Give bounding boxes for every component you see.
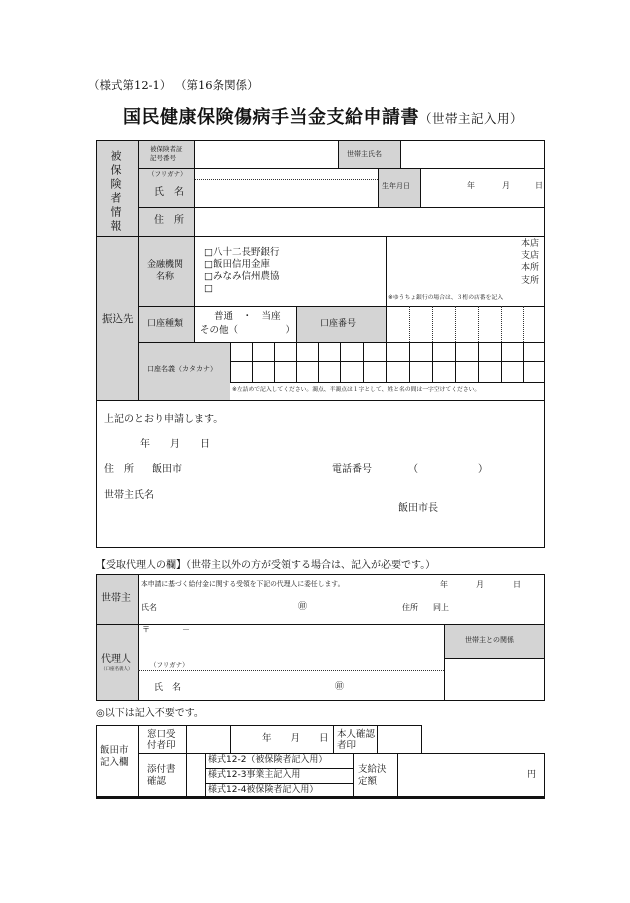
page-title-sub: （世帯主記入用） <box>419 111 524 126</box>
attachment-form-12-4[interactable]: 様式12-4被保険者記入用） <box>208 785 319 795</box>
identity-checker-label: 本人確認者印 <box>337 729 376 751</box>
furigana-field[interactable] <box>195 169 377 179</box>
birth-month-label: 月 <box>502 181 510 190</box>
phone-field[interactable]: （ ） <box>408 464 488 475</box>
cert-number-label <box>150 145 190 163</box>
proxy-address-label: 住所 <box>402 603 418 612</box>
institution-label <box>147 259 183 283</box>
householder-name-field[interactable] <box>401 141 544 167</box>
delegation-month: 月 <box>476 580 484 589</box>
grid-line <box>230 725 231 753</box>
mayor-label: 飯田市長 <box>398 503 438 514</box>
proxy-address-same: 同上 <box>433 603 449 612</box>
attachment-form-12-2[interactable]: 様式12-2（被保険者記入用） <box>208 755 328 765</box>
insured-section-label: 被保険者情報 <box>109 150 122 234</box>
account-name-label: 口座名義（カタカナ） <box>147 365 217 373</box>
bank-option-1[interactable]: □八十二長野銀行 <box>204 247 280 258</box>
birth-year-label: 年 <box>467 181 475 190</box>
declaration-address-label: 住 所 <box>104 464 134 475</box>
grid-line <box>138 140 139 400</box>
proxy-householder-name-label: 氏名 <box>141 603 157 612</box>
grid-line <box>378 168 379 207</box>
agent-name-label: 氏 名 <box>154 683 182 693</box>
delegation-text: 本申請に基づく給付金に関する受領を下記の代理人に委任します。 <box>141 580 345 588</box>
furigana-dotted-line <box>138 670 444 671</box>
institution-label-line2: 名称 <box>156 272 175 282</box>
bank-option-3[interactable]: □みなみ信州農協 <box>204 271 280 282</box>
office-date[interactable]: 年 月 日 <box>262 733 329 744</box>
identity-seal-field[interactable] <box>378 726 420 752</box>
declaration-statement: 上記のとおり申請します。 <box>104 414 224 425</box>
seal-icon: ㊞ <box>298 602 308 612</box>
yucho-note: ※ゆうちょ銀行の場合は、３桁の店番を記入 <box>388 295 503 301</box>
institution-label-line1: 金融機関 <box>147 260 184 270</box>
branch-option-1: 本店 <box>521 239 540 249</box>
page-title-main: 国民健康保険傷病手当金支給申請書 <box>123 107 419 128</box>
grid-line <box>421 725 422 753</box>
agent-label: 代理人 <box>101 654 131 665</box>
account-number-label: 口座番号 <box>320 319 357 329</box>
insured-address-field[interactable] <box>195 208 544 235</box>
declaration-date[interactable]: 年 月 日 <box>140 439 210 450</box>
account-number-field[interactable] <box>387 307 544 341</box>
relation-label: 世帯主との関係 <box>465 636 514 644</box>
householder-signature-label: 世帯主氏名 <box>104 490 154 501</box>
postal-code-mark: 〒 － <box>142 625 190 634</box>
branch-option-3: 本所 <box>521 263 540 273</box>
office-use-heading: ◎以下は記入不要です。 <box>96 708 204 719</box>
payment-amount-field[interactable] <box>398 754 543 796</box>
branch-option-4: 支所 <box>521 276 540 286</box>
account-type-other[interactable]: その他（ ） <box>200 325 296 336</box>
bank-option-other[interactable]: □ <box>204 283 213 294</box>
window-receiver-label: 窓口受付者印 <box>147 729 176 751</box>
furigana-label: （フリガナ） <box>148 170 187 178</box>
agent-name-field[interactable] <box>180 676 330 698</box>
grid-line <box>96 400 545 401</box>
city-use-label: 飯田市記入欄 <box>100 745 129 768</box>
attachment-check-label: 添付書確認 <box>147 764 176 787</box>
payment-amount-label: 支給決定額 <box>358 764 387 787</box>
account-name-note: ※左詰めで記入してください。濁点、半濁点は１字として、姓と名の間は一字空けてください。 <box>232 387 481 393</box>
name-label: 氏 名 <box>154 187 184 198</box>
agent-sublabel: （口座名義人） <box>101 667 133 672</box>
grid-line <box>230 382 545 383</box>
address-label: 住 所 <box>154 215 184 226</box>
birth-day-label: 日 <box>535 181 543 190</box>
relation-field[interactable] <box>445 659 544 700</box>
cert-number-label-line1: 被保険者証 <box>150 145 183 153</box>
agent-furigana-label: （フリガナ） <box>150 661 189 669</box>
transfer-section-label: 振込先 <box>102 313 134 325</box>
grid-line <box>205 753 206 797</box>
grid-line <box>296 306 297 342</box>
account-name-field[interactable] <box>231 343 544 381</box>
grid-line <box>333 725 334 753</box>
declaration-city: 飯田市 <box>152 464 182 475</box>
agent-seal-icon: ㊞ <box>335 682 345 692</box>
grid-line <box>338 140 339 168</box>
cert-number-field[interactable] <box>195 141 337 167</box>
phone-label: 電話番号 <box>332 464 372 475</box>
grid-line <box>138 725 139 797</box>
branch-option-2: 支店 <box>521 251 540 261</box>
delegation-day: 日 <box>513 580 521 589</box>
attachment-form-12-3[interactable]: 様式12-3事業主記入用 <box>208 770 301 780</box>
cert-number-label-line2: 記号番号 <box>150 154 176 162</box>
grid-line <box>544 753 545 797</box>
yen-label: 円 <box>527 770 537 780</box>
grid-line <box>138 753 421 754</box>
proxy-householder-label: 世帯主 <box>101 593 131 604</box>
householder-name-label: 世帯主氏名 <box>347 150 382 158</box>
bank-option-2[interactable]: □飯田信用金庫 <box>204 259 270 270</box>
account-type-options[interactable]: 普通 ・ 当座 <box>214 311 281 322</box>
delegation-year: 年 <box>440 580 448 589</box>
office-top-right-blank <box>421 724 546 753</box>
birthdate-field[interactable] <box>421 169 544 206</box>
grid-line <box>96 797 545 799</box>
grid-line <box>205 783 353 784</box>
grid-line <box>205 768 353 769</box>
proxy-householder-name-field[interactable] <box>160 598 290 618</box>
window-seal-field[interactable] <box>187 726 229 752</box>
birthdate-label: 生年月日 <box>382 182 410 190</box>
proxy-heading: 【受取代理人の欄】（世帯主以外の方が受領する場合は、記入が必要です。） <box>96 560 436 571</box>
branch-name-field[interactable] <box>387 237 515 293</box>
insured-name-field[interactable] <box>195 180 377 206</box>
account-type-label: 口座種類 <box>147 319 184 329</box>
page-title <box>123 109 523 127</box>
grid-line <box>353 753 354 797</box>
form-reference: （様式第12-1） （第16条関係） <box>88 78 259 92</box>
